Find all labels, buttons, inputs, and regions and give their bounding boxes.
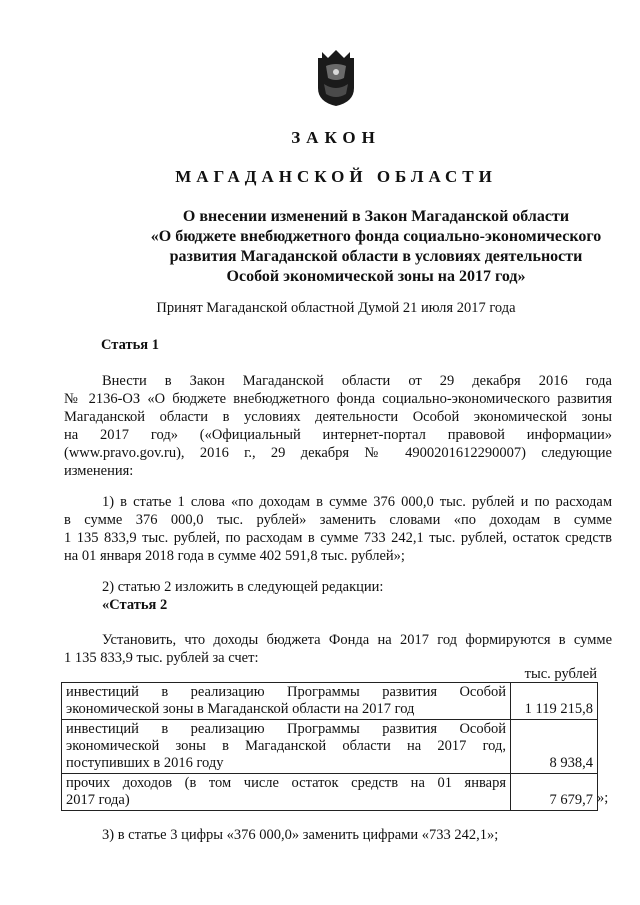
- coat-of-arms-emblem: [314, 48, 358, 108]
- text-line: 3) в статье 3 цифры «376 000,0» заменить цифрами «733 242,1»;: [102, 827, 499, 843]
- revenue-table: [61, 682, 598, 811]
- table-cell-amount: 1 119 215,8: [511, 683, 598, 720]
- unit-label: тыс. рублей: [524, 666, 597, 682]
- text-line: экономической зоны в Магаданской области на 2017 год: [66, 701, 415, 717]
- text-line: 1 135 833,9 тыс. рублей, по расходам в сумме 733 242,1 тыс. рублей, остаток средств: [64, 530, 612, 546]
- text-line: Внести в Закон Магаданской области от 29 декабря 2016 года: [102, 373, 612, 389]
- table-closing-quote: »;: [597, 790, 609, 806]
- text-line: (www.pravo.gov.ru), 2016 г., 29 декабря № 4900201612290007) следующие: [64, 445, 612, 461]
- text-line: № 2136-ОЗ «О бюджете внебюджетного фонда социально-экономического развития: [64, 391, 612, 407]
- adoption-note: Принят Магаданской областной Думой 21 июля 2017 года: [156, 300, 516, 316]
- text-line: 1 135 833,9 тыс. рублей за счет:: [64, 650, 259, 666]
- item-1: [64, 493, 612, 565]
- table-cell-description: [62, 720, 511, 774]
- article-2-heading: «Статья 2: [102, 597, 168, 613]
- item-2-intro: [64, 578, 612, 614]
- subtitle-line: развития Магаданской области в условиях деятельности: [169, 248, 583, 265]
- text-line: в сумме 376 000,0 тыс. рублей» заменить словами «по доходам в сумме: [64, 512, 612, 528]
- text-line: поступивших в 2016 году: [66, 755, 224, 771]
- table-row: [62, 683, 598, 720]
- subtitle-line: «О бюджете внебюджетного фонда социально-экономического: [150, 228, 602, 245]
- subtitle-line: О внесении изменений в Закон Магаданской области: [182, 208, 570, 225]
- text-line: 2) статью 2 изложить в следующей редакции:: [102, 579, 384, 595]
- text-line: инвестиций в реализацию Программы развития Особой: [66, 721, 506, 737]
- text-line: 1) в статье 1 слова «по доходам в сумме 376 000,0 тыс. рублей и по расходам: [102, 494, 612, 510]
- text-line: экономической зоны в Магаданской области на 2017 год,: [66, 738, 506, 754]
- table-cell-description: [62, 774, 511, 811]
- table-cell-description: [62, 683, 511, 720]
- text-line: Установить, что доходы бюджета Фонда на 2017 год формируются в сумме: [102, 632, 612, 648]
- text-line: на 01 января 2018 года в сумме 402 591,8 тыс. рублей»;: [64, 548, 405, 564]
- law-title: ЗАКОН: [291, 128, 381, 147]
- region-title: МАГАДАНСКОЙ ОБЛАСТИ: [175, 167, 497, 186]
- table-cell-amount: 7 679,7: [511, 774, 598, 811]
- text-line: 2017 года): [66, 792, 130, 808]
- subtitle-line: Особой экономической зоны на 2017 год»: [226, 268, 526, 285]
- law-subtitle: [80, 207, 640, 287]
- article-1-intro: [64, 372, 612, 480]
- text-line: на 2017 год» («Официальный интернет-портал правовой информации»: [64, 427, 612, 443]
- text-line: инвестиций в реализацию Программы развития Особой: [66, 684, 506, 700]
- text-line: Магаданской области в условиях деятельности Особой экономической зоны: [64, 409, 612, 425]
- article-1-heading: Статья 1: [101, 337, 159, 353]
- item-3: [64, 826, 612, 844]
- text-line: изменения:: [64, 463, 134, 479]
- article-2-text: [64, 631, 612, 667]
- table-row: [62, 720, 598, 774]
- text-line: прочих доходов (в том числе остаток средств на 01 января: [66, 775, 506, 791]
- table-row: [62, 774, 598, 811]
- table-cell-amount: 8 938,4: [511, 720, 598, 774]
